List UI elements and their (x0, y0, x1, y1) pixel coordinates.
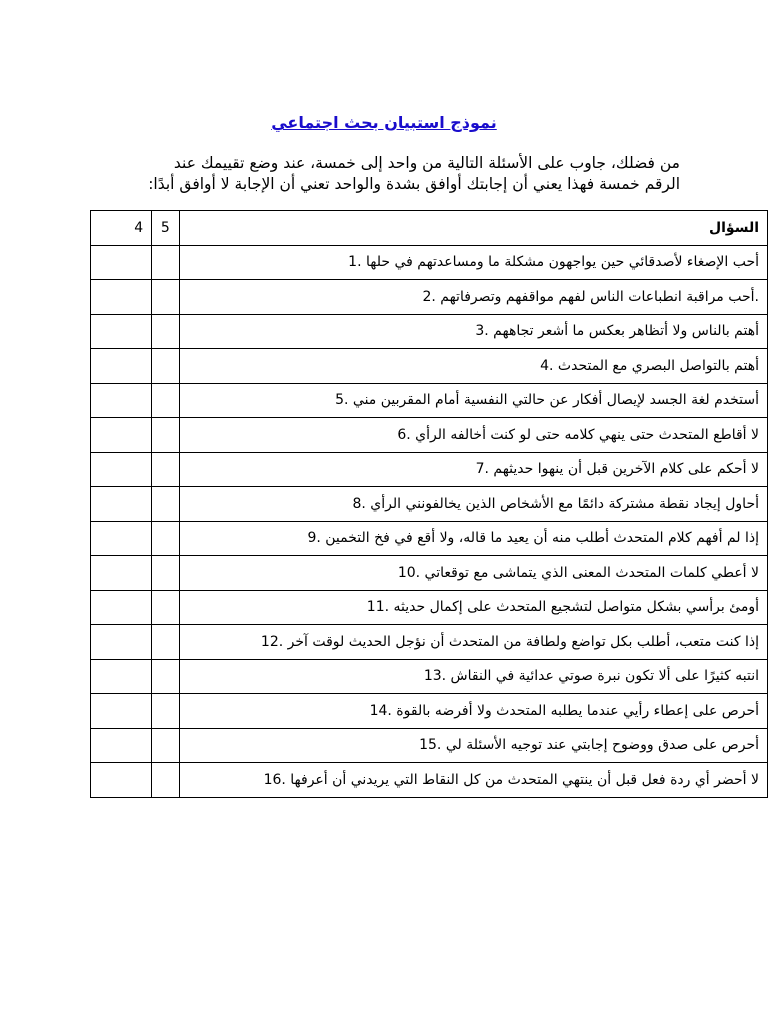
score-5-cell[interactable] (152, 521, 179, 556)
question-cell: أستخدم لغة الجسد لإيصال أفكار عن حالتي النفسية أمام المقربين مني .5 (179, 383, 767, 418)
question-cell: إذا لم أفهم كلام المتحدث أطلب منه أن يعيد ما قاله، ولا أقع في فخ التخمين .9 (179, 521, 767, 556)
score-4-column-header: 4 (91, 211, 152, 246)
score-5-cell[interactable] (152, 349, 179, 384)
question-cell: إذا كنت متعب، أطلب بكل تواضع ولطافة من المتحدث أن نؤجل الحديث لوقت آخر .12 (179, 625, 767, 660)
question-cell: لا أحضر أي ردة فعل قبل أن ينتهي المتحدث من كل النقاط التي يريدني أن أعرفها .16 (179, 763, 767, 798)
table-row (91, 521, 768, 556)
score-4-cell[interactable] (91, 487, 152, 522)
table-row (91, 659, 768, 694)
table-row (91, 487, 768, 522)
score-4-cell[interactable] (91, 349, 152, 384)
score-4-cell[interactable] (91, 763, 152, 798)
score-5-cell[interactable] (152, 659, 179, 694)
question-cell: لا أعطي كلمات المتحدث المعنى الذي يتماشى مع توقعاتي .10 (179, 556, 767, 591)
score-5-cell[interactable] (152, 487, 179, 522)
score-5-cell[interactable] (152, 556, 179, 591)
document-title: نموذج استبيان بحث اجتماعي (271, 113, 497, 132)
score-4-cell[interactable] (91, 280, 152, 315)
question-cell: أومئ برأسي بشكل متواصل لتشجيع المتحدث على إكمال حديثه .11 (179, 590, 767, 625)
table-row (91, 314, 768, 349)
table-row (91, 556, 768, 591)
table-row (91, 452, 768, 487)
score-5-cell[interactable] (152, 383, 179, 418)
score-4-cell[interactable] (91, 452, 152, 487)
score-4-cell[interactable] (91, 314, 152, 349)
instructions-paragraph (88, 153, 680, 195)
table-row (91, 625, 768, 660)
question-cell: .أحب مراقبة انطباعات الناس لفهم مواقفهم وتصرفاتهم .2 (179, 280, 767, 315)
score-4-cell[interactable] (91, 694, 152, 729)
table-header-row (91, 211, 768, 246)
score-4-cell[interactable] (91, 556, 152, 591)
table-row (91, 763, 768, 798)
question-cell: انتبه كثيرًا على ألا تكون نبرة صوتي عدائية في النقاش .13 (179, 659, 767, 694)
score-5-cell[interactable] (152, 728, 179, 763)
score-5-cell[interactable] (152, 625, 179, 660)
question-cell: أحب الإصغاء لأصدقائي حين يواجهون مشكلة ما ومساعدتهم في حلها .1 (179, 245, 767, 280)
table-row (91, 418, 768, 453)
question-cell: لا أقاطع المتحدث حتى ينهي كلامه حتى لو كنت أخالفه الرأي .6 (179, 418, 767, 453)
table-row (91, 590, 768, 625)
score-5-cell[interactable] (152, 314, 179, 349)
question-cell: أحاول إيجاد نقطة مشتركة دائمًا مع الأشخاص الذين يخالفونني الرأي .8 (179, 487, 767, 522)
score-5-cell[interactable] (152, 418, 179, 453)
question-cell: أهتم بالتواصل البصري مع المتحدث .4 (179, 349, 767, 384)
score-5-cell[interactable] (152, 763, 179, 798)
score-4-cell[interactable] (91, 521, 152, 556)
score-5-cell[interactable] (152, 694, 179, 729)
score-4-cell[interactable] (91, 659, 152, 694)
question-cell: أحرص على إعطاء رأيي عندما يطلبه المتحدث ولا أفرضه بالقوة .14 (179, 694, 767, 729)
table-row (91, 383, 768, 418)
questionnaire-table (90, 210, 768, 798)
score-5-cell[interactable] (152, 452, 179, 487)
table-row (91, 245, 768, 280)
score-4-cell[interactable] (91, 418, 152, 453)
score-4-cell[interactable] (91, 245, 152, 280)
score-4-cell[interactable] (91, 590, 152, 625)
question-cell: أحرص على صدق ووضوح إجابتي عند توجيه الأسئلة لي .15 (179, 728, 767, 763)
table-row (91, 728, 768, 763)
question-cell: لا أحكم على كلام الآخرين قبل أن ينهوا حديثهم .7 (179, 452, 767, 487)
score-4-cell[interactable] (91, 728, 152, 763)
score-5-cell[interactable] (152, 245, 179, 280)
instructions-line-1: من فضلك، جاوب على الأسئلة التالية من واحد إلى خمسة، عند وضع تقييمك عند (173, 154, 680, 172)
table-row (91, 694, 768, 729)
table-row (91, 280, 768, 315)
score-5-cell[interactable] (152, 590, 179, 625)
instructions-line-2: الرقم خمسة فهذا يعني أن إجابتك أوافق بشدة والواحد تعني أن الإجابة لا أوافق أبدًا: (148, 175, 680, 193)
question-cell: أهتم بالناس ولا أتظاهر بعكس ما أشعر تجاههم .3 (179, 314, 767, 349)
table-row (91, 349, 768, 384)
score-4-cell[interactable] (91, 383, 152, 418)
score-4-cell[interactable] (91, 625, 152, 660)
question-column-header: السؤال (179, 211, 767, 246)
score-5-column-header: 5 (152, 211, 179, 246)
score-5-cell[interactable] (152, 280, 179, 315)
